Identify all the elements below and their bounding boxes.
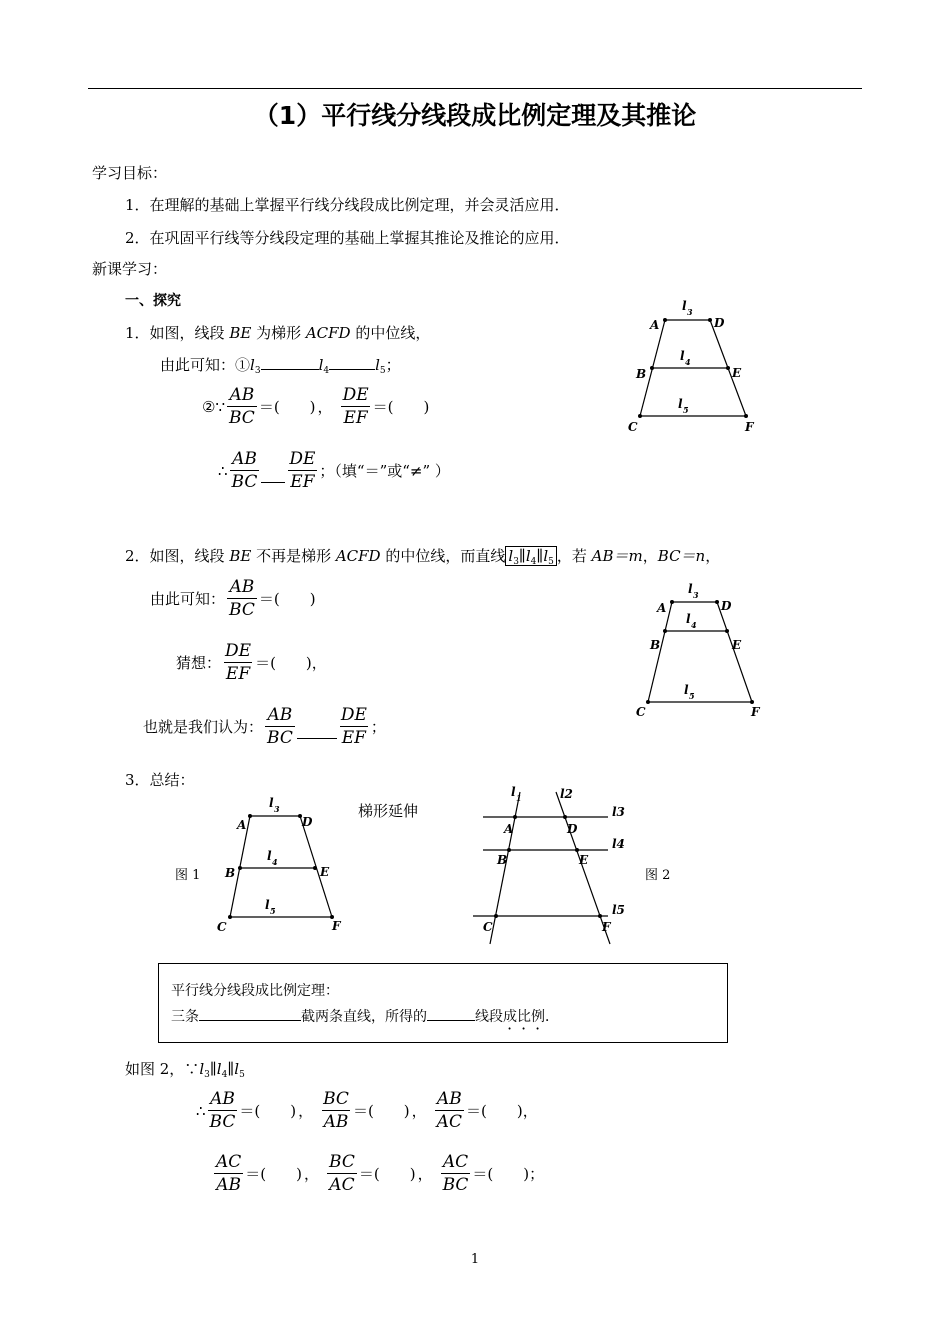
svg-text:l5: l5 (612, 903, 625, 917)
svg-text:5: 5 (683, 405, 689, 415)
label-F: F (745, 420, 754, 434)
svg-text:C: C (483, 920, 493, 934)
svg-text:E: E (579, 853, 589, 867)
fraction-de-ef: $\frac{DE}{EF}$ (342, 385, 369, 428)
header-rule (88, 88, 862, 89)
svg-text:l: l (265, 898, 270, 912)
svg-text:C: C (217, 920, 227, 934)
figure-2-extended (468, 780, 638, 950)
svg-text:D: D (567, 822, 578, 836)
label-D: D (714, 316, 725, 330)
svg-text:E: E (320, 865, 330, 879)
page-title: （1）平行线分线段成比例定理及其推论 (253, 101, 697, 130)
svg-text:D: D (302, 815, 313, 829)
svg-text:D: D (721, 599, 732, 613)
svg-text:C: C (636, 705, 646, 719)
svg-text:l: l (511, 785, 516, 799)
svg-text:B: B (497, 853, 508, 867)
svg-text:l: l (269, 796, 274, 810)
proportions-row-2: $\frac{AC}{AB}$ ＝( ) ， $\frac{BC}{AC}$ ＝( ) ， $\frac{AC}{BC}$ ＝( ) ； (216, 1152, 545, 1195)
svg-text:l4: l4 (612, 837, 625, 851)
figure-2-given: 如图 2，$\because l_3\parallel l_4\parallel l_5$ (125, 1060, 245, 1080)
svg-text:l: l (688, 582, 693, 596)
figure-1-label: 图 1 (175, 868, 201, 883)
theorem-title: 平行线分线段成比例定理： (171, 983, 339, 999)
fraction-ab-bc: $\frac{AB}{BC}$ (229, 385, 255, 428)
svg-text:A: A (504, 822, 514, 836)
theorem-box (158, 963, 728, 1043)
svg-text:l: l (680, 349, 685, 363)
theorem-statement: 三条 截两条直线，所得的 线段成比例． (171, 1006, 559, 1033)
svg-text:B: B (650, 638, 661, 652)
svg-text:4: 4 (685, 357, 691, 367)
q2-intro: 2．如图，线段 BE 不再是梯形 ACFD 的中位线，而直线 $l_3\parallel l_4\parallel l_5$ ，若 AB＝m，BC＝n， (125, 547, 721, 567)
svg-text:l3: l3 (612, 805, 625, 819)
label-A: A (650, 318, 660, 332)
svg-text:A: A (237, 818, 247, 832)
objective-1: 1．在理解的基础上掌握平行线分线段成比例定理，并会灵活应用． (125, 196, 570, 214)
section-explore: 一、探究 (125, 293, 181, 309)
q3-label: 3．总结： (125, 771, 195, 789)
svg-text:E: E (732, 638, 742, 652)
q2-also-line: 也就是我们认为： $\frac{AB}{BC}$ $\frac{DE}{EF}$ ； (143, 705, 386, 748)
trapezoid-figure-q1 (620, 295, 770, 440)
svg-text:3: 3 (693, 590, 699, 600)
svg-text:l: l (682, 299, 687, 313)
trapezoid-extension-label: 梯形延伸 (358, 802, 419, 820)
q1-know-line: 由此可知：$①l_3$ $l_4$ $l_5$； (160, 356, 401, 376)
proportions-row-1: ∴ $\frac{AB}{BC}$ ＝( ) ， $\frac{BC}{AB}$ ＝( ) ， $\frac{AB}{AC}$ ＝( ) ， (196, 1089, 538, 1132)
svg-text:1: 1 (516, 793, 522, 803)
label-E: E (732, 366, 742, 380)
q1-therefore-line: ∴ $\frac{AB}{BC}$ $\frac{DE}{EF}$ ；（填“＝”或“≠” ） (218, 449, 450, 492)
svg-text:F: F (751, 705, 760, 719)
svg-text:5: 5 (270, 906, 276, 916)
objectives-heading: 学习目标： (92, 164, 168, 182)
q1-ratio-line: ②∵ $\frac{AB}{BC}$ ＝( ) ， $\frac{DE}{EF}$ ＝( ) (202, 385, 430, 428)
trapezoid-figure-q2 (630, 580, 770, 720)
figure-1-trapezoid (210, 795, 360, 940)
label-B: B (636, 367, 647, 381)
svg-text:l: l (684, 683, 689, 697)
svg-text:l: l (678, 397, 683, 411)
svg-text:3: 3 (687, 307, 693, 317)
objective-2: 2．在巩固平行线等分线段定理的基础上掌握其推论及推论的应用． (125, 229, 570, 247)
svg-text:4: 4 (272, 857, 278, 867)
parallel-lines-box: $l_3\parallel l_4\parallel l_5$ (505, 546, 557, 566)
svg-text:l: l (686, 612, 691, 626)
q2-know-line: 由此可知： $\frac{AB}{BC}$ ＝( ) (150, 577, 316, 620)
svg-text:l: l (267, 849, 272, 863)
page-number: 1 (470, 1252, 480, 1267)
label-C: C (628, 420, 638, 434)
svg-text:B: B (225, 866, 236, 880)
new-lesson-heading: 新课学习： (92, 260, 168, 278)
svg-text:A: A (657, 601, 667, 615)
svg-text:5: 5 (689, 691, 695, 701)
svg-text:3: 3 (274, 804, 280, 814)
svg-text:F: F (332, 919, 341, 933)
svg-text:4: 4 (691, 620, 697, 630)
svg-text:F: F (602, 920, 611, 934)
q1-intro: 1．如图，线段 BE 为梯形 ACFD 的中位线， (125, 324, 431, 342)
q2-guess-line: 猜想： $\frac{DE}{EF}$ ＝( ) ， (176, 641, 327, 684)
figure-2-label: 图 2 (645, 868, 671, 883)
svg-text:l2: l2 (560, 787, 573, 801)
